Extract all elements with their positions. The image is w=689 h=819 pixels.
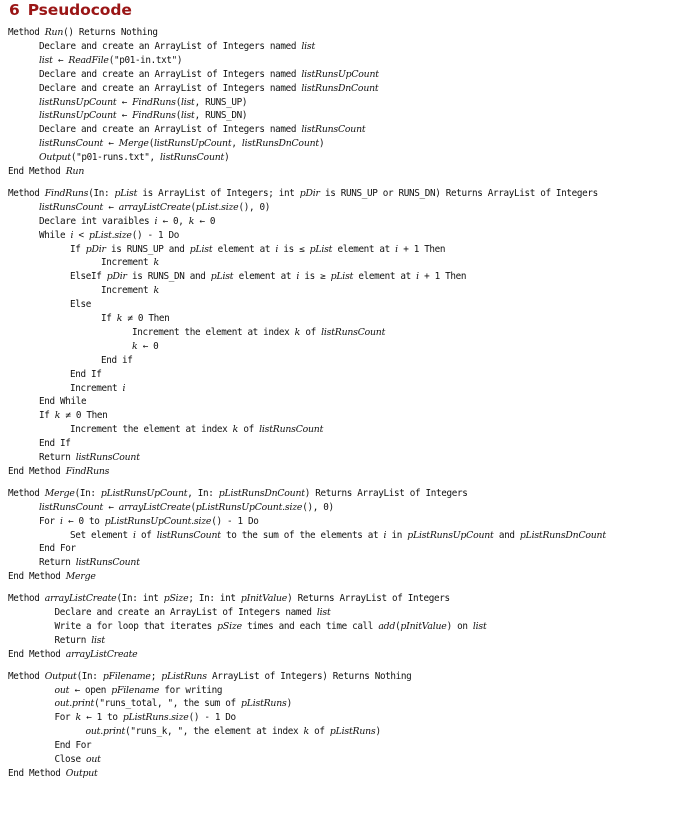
- code-line: Declare and create an ArrayList of Integers named listRunsCount: [39, 124, 366, 136]
- section-number: 6: [9, 1, 20, 19]
- code-line: Declare int varaibles i ← 0, k ← 0: [39, 215, 216, 227]
- section-heading: [9, 1, 132, 19]
- code-line: listRunsCount ← arrayListCreate(pListRunsUpCount.size(), 0): [39, 501, 334, 513]
- code-line: list ← ReadFile("p01-in.txt"): [39, 54, 183, 66]
- code-line: End Method Output: [8, 767, 98, 779]
- code-line: End if: [101, 354, 133, 366]
- code-line: End If: [39, 438, 71, 450]
- code-line: Increment the element at index k of listRunsCount: [70, 424, 324, 436]
- code-line: End If: [70, 368, 102, 380]
- code-line: Write a for loop that iterates pSize times and each time call add(pInitValue) on list: [54, 620, 487, 632]
- code-line: out.print("runs_total, ", the sum of pListRuns): [54, 698, 292, 710]
- code-line: Declare and create an ArrayList of Integers named list: [54, 607, 331, 618]
- code-line: While i < pList.size() - 1 Do: [39, 229, 179, 241]
- code-line: End Method Run: [8, 166, 85, 177]
- code-line: Close out: [54, 754, 101, 765]
- code-line: For i ← 0 to pListRunsUpCount.size() - 1 Do: [39, 515, 259, 527]
- code-line: Declare and create an ArrayList of Integers named listRunsDnCount: [39, 82, 379, 94]
- code-line: Increment the element at index k of listRunsCount: [132, 326, 386, 338]
- code-line: ElseIf pDir is RUNS_DN and pList element at i is ≥ pList element at i + 1 Then: [70, 271, 467, 283]
- code-line: Else: [70, 299, 91, 311]
- code-line: Method Run() Returns Nothing: [8, 27, 158, 38]
- code-line: Method arrayListCreate(In: int pSize; In: int pInitValue) Returns ArrayList of Integers: [8, 593, 450, 605]
- code-line: Declare and create an ArrayList of Integers named listRunsUpCount: [39, 68, 379, 80]
- code-line: Method FindRuns(In: pList is ArrayList of Integers; int pDir is RUNS_UP or RUNS_DN) Returns ArrayList of Integers: [8, 187, 598, 199]
- code-line: out ← open pFilename for writing: [54, 684, 223, 696]
- code-line: If k ≠ 0 Then: [39, 410, 108, 422]
- code-line: Increment k: [101, 285, 159, 297]
- code-line: out.print("runs_k, ", the element at index k of pListRuns): [85, 726, 381, 738]
- code-line: End While: [39, 396, 87, 408]
- code-line: For k ← 1 to pListRuns.size() - 1 Do: [54, 712, 236, 724]
- code-line: Declare and create an ArrayList of Integers named list: [39, 40, 316, 52]
- code-line: Return list: [54, 634, 105, 646]
- code-line: Increment i: [70, 382, 126, 394]
- code-line: If pDir is RUNS_UP and pList element at i is ≤ pList element at i + 1 Then: [70, 243, 446, 255]
- code-line: End For: [39, 543, 76, 555]
- code-line: End For: [54, 740, 92, 752]
- code-line: End Method FindRuns: [8, 465, 110, 477]
- code-line: Method Merge(In: pListRunsUpCount, In: pListRunsDnCount) Returns ArrayList of Integers: [8, 487, 468, 499]
- section-title: Pseudocode: [27, 1, 132, 19]
- code-line: Return listRunsCount: [39, 557, 140, 569]
- code-line: Method Output(In: pFilename; pListRuns ArrayList of Integers) Returns Nothing: [8, 670, 412, 682]
- code-line: listRunsUpCount ← FindRuns(list, RUNS_DN): [39, 110, 248, 122]
- code-line: listRunsCount ← arrayListCreate(pList.size(), 0): [39, 201, 270, 213]
- code-line: Return listRunsCount: [39, 452, 140, 463]
- code-line: listRunsUpCount ← FindRuns(list, RUNS_UP): [39, 96, 248, 108]
- code-line: Output("p01-runs.txt", listRunsCount): [39, 152, 230, 164]
- code-line: End Method Merge: [8, 571, 96, 583]
- code-line: k ← 0: [132, 340, 159, 352]
- code-line: If k ≠ 0 Then: [101, 313, 170, 324]
- code-line: listRunsCount ← Merge(listRunsUpCount, listRunsDnCount): [39, 138, 325, 150]
- code-line: Increment k: [101, 257, 159, 269]
- code-line: End Method arrayListCreate: [8, 648, 138, 660]
- code-line: Set element i of listRunsCount to the sum of the elements at i in pListRunsUpCount and pListRunsDnCount: [70, 529, 606, 541]
